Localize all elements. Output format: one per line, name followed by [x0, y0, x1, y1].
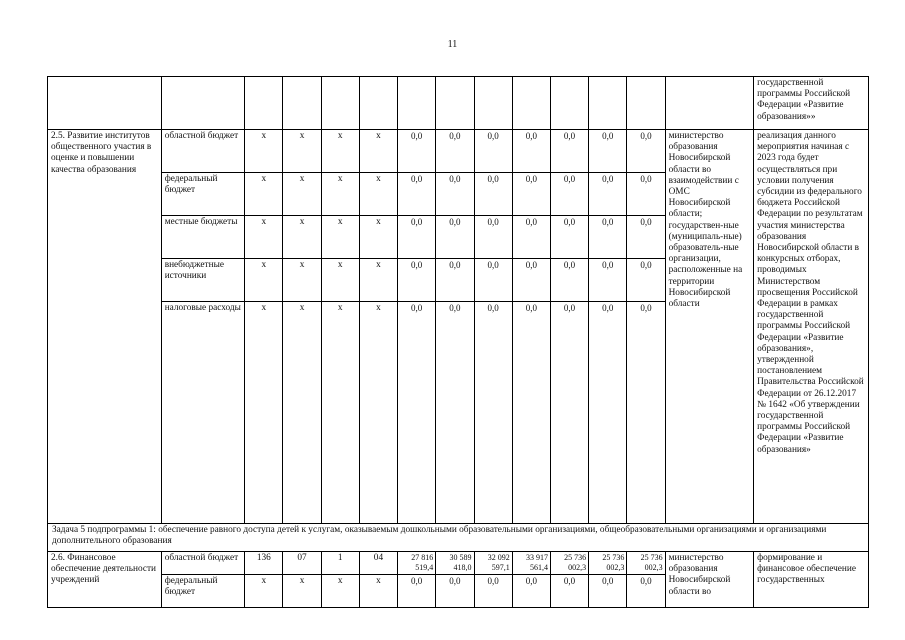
continuation-text: государственной программы Российской Федерации «Развитие образования»» — [754, 77, 869, 130]
result-2-6: формирование и финансовое обеспечение государственных — [754, 552, 869, 608]
program-table — [47, 76, 869, 608]
table-row: местные бюджеты x x x x 0,0 0,0 0,0 0,0 0,0 0,0 0,0 — [48, 216, 869, 259]
table-row: федеральный бюджет x x x x 0,0 0,0 0,0 0,0 0,0 0,0 0,0 — [48, 173, 869, 216]
executor-2-5: министерство образования Новосибирской области во взаимодействии с ОМС Новосибирской области; государствен-ные (муниципаль-ные) образователь-ные организации, расположенные на территории Новосибирской области — [665, 130, 754, 524]
event-name-2-5: 2.5. Развитие институтов общественного участия в оценке и повышении качества образования — [48, 130, 162, 524]
executor-2-6: министерство образования Новосибирской области во — [665, 552, 754, 608]
table-row: внебюджетные источники x x x x 0,0 0,0 0,0 0,0 0,0 0,0 0,0 — [48, 259, 869, 302]
table-row — [48, 77, 869, 130]
table-row: налоговые расходы x x x x 0,0 0,0 0,0 0,0 0,0 0,0 0,0 — [48, 302, 869, 524]
table-row: федеральный бюджет x x x x 0,0 0,0 0,0 0,0 0,0 0,0 0,0 — [48, 575, 869, 608]
table-row — [48, 524, 869, 552]
page-number: 11 — [447, 39, 458, 50]
table-row: 2.5. Развитие институтов общественного участия в оценке и повышении качества образования областной бюджет x x x x 0,0 0,0 0,0 0,0 0,0 0,0 0,0 министерство образования Новосибирской области во взаимодействии с ОМС Новосибирской области; государствен-ные (муниципаль-ные) образователь-ные организации, расположенные на территории Новосибирской области реализация данного мероприятия начиная с 2023 года будет осуществляться при условии получения субсидии из федерального бюджета Российской Федерации по результатам участия министерства образования Новосибирской области в конкурсных отборах, проводимых Министерством просвещения Российской Федерации в рамках государственной программы Российской Федерации «Развитие образования», утвержденной постановлением Правительства Российской Федерации от 26.12.2017 № 1642 «Об утверждении государственной программы Российской Федерации «Развитие образования» — [48, 130, 869, 173]
event-name-2-6: 2.6. Финансовое обеспечение деятельности учреждений — [48, 552, 162, 608]
result-2-5: реализация данного мероприятия начиная с 2023 года будет осуществляться при условии получения субсидии из федерального бюджета Российской Федерации по результатам участия министерства образования Новосибирской области в конкурсных отборах, проводимых Министерством просвещения Российской Федерации в рамках государственной программы Российской Федерации «Развитие образования», утвержденной постановлением Правительства Российской Федерации от 26.12.2017 № 1642 «Об утверждении государственной программы Российской Федерации «Развитие образования» — [754, 130, 869, 524]
table-row: 2.6. Финансовое обеспечение деятельности учреждений областной бюджет 136 07 1 04 27 816 519,4 30 589 418,0 32 092 597,1 33 917 561,4 25 736 002,3 25 736 002,3 25 736 002,3 министерство образования Новосибирской области во формирование и финансовое обеспечение государственных — [48, 552, 869, 575]
task-heading: Задача 5 подпрограммы 1: обеспечение равного доступа детей к услугам, оказываемым дошкольными образовательными организациями, общеобразовательными организациями и организациями дополнительного образования — [48, 524, 869, 552]
